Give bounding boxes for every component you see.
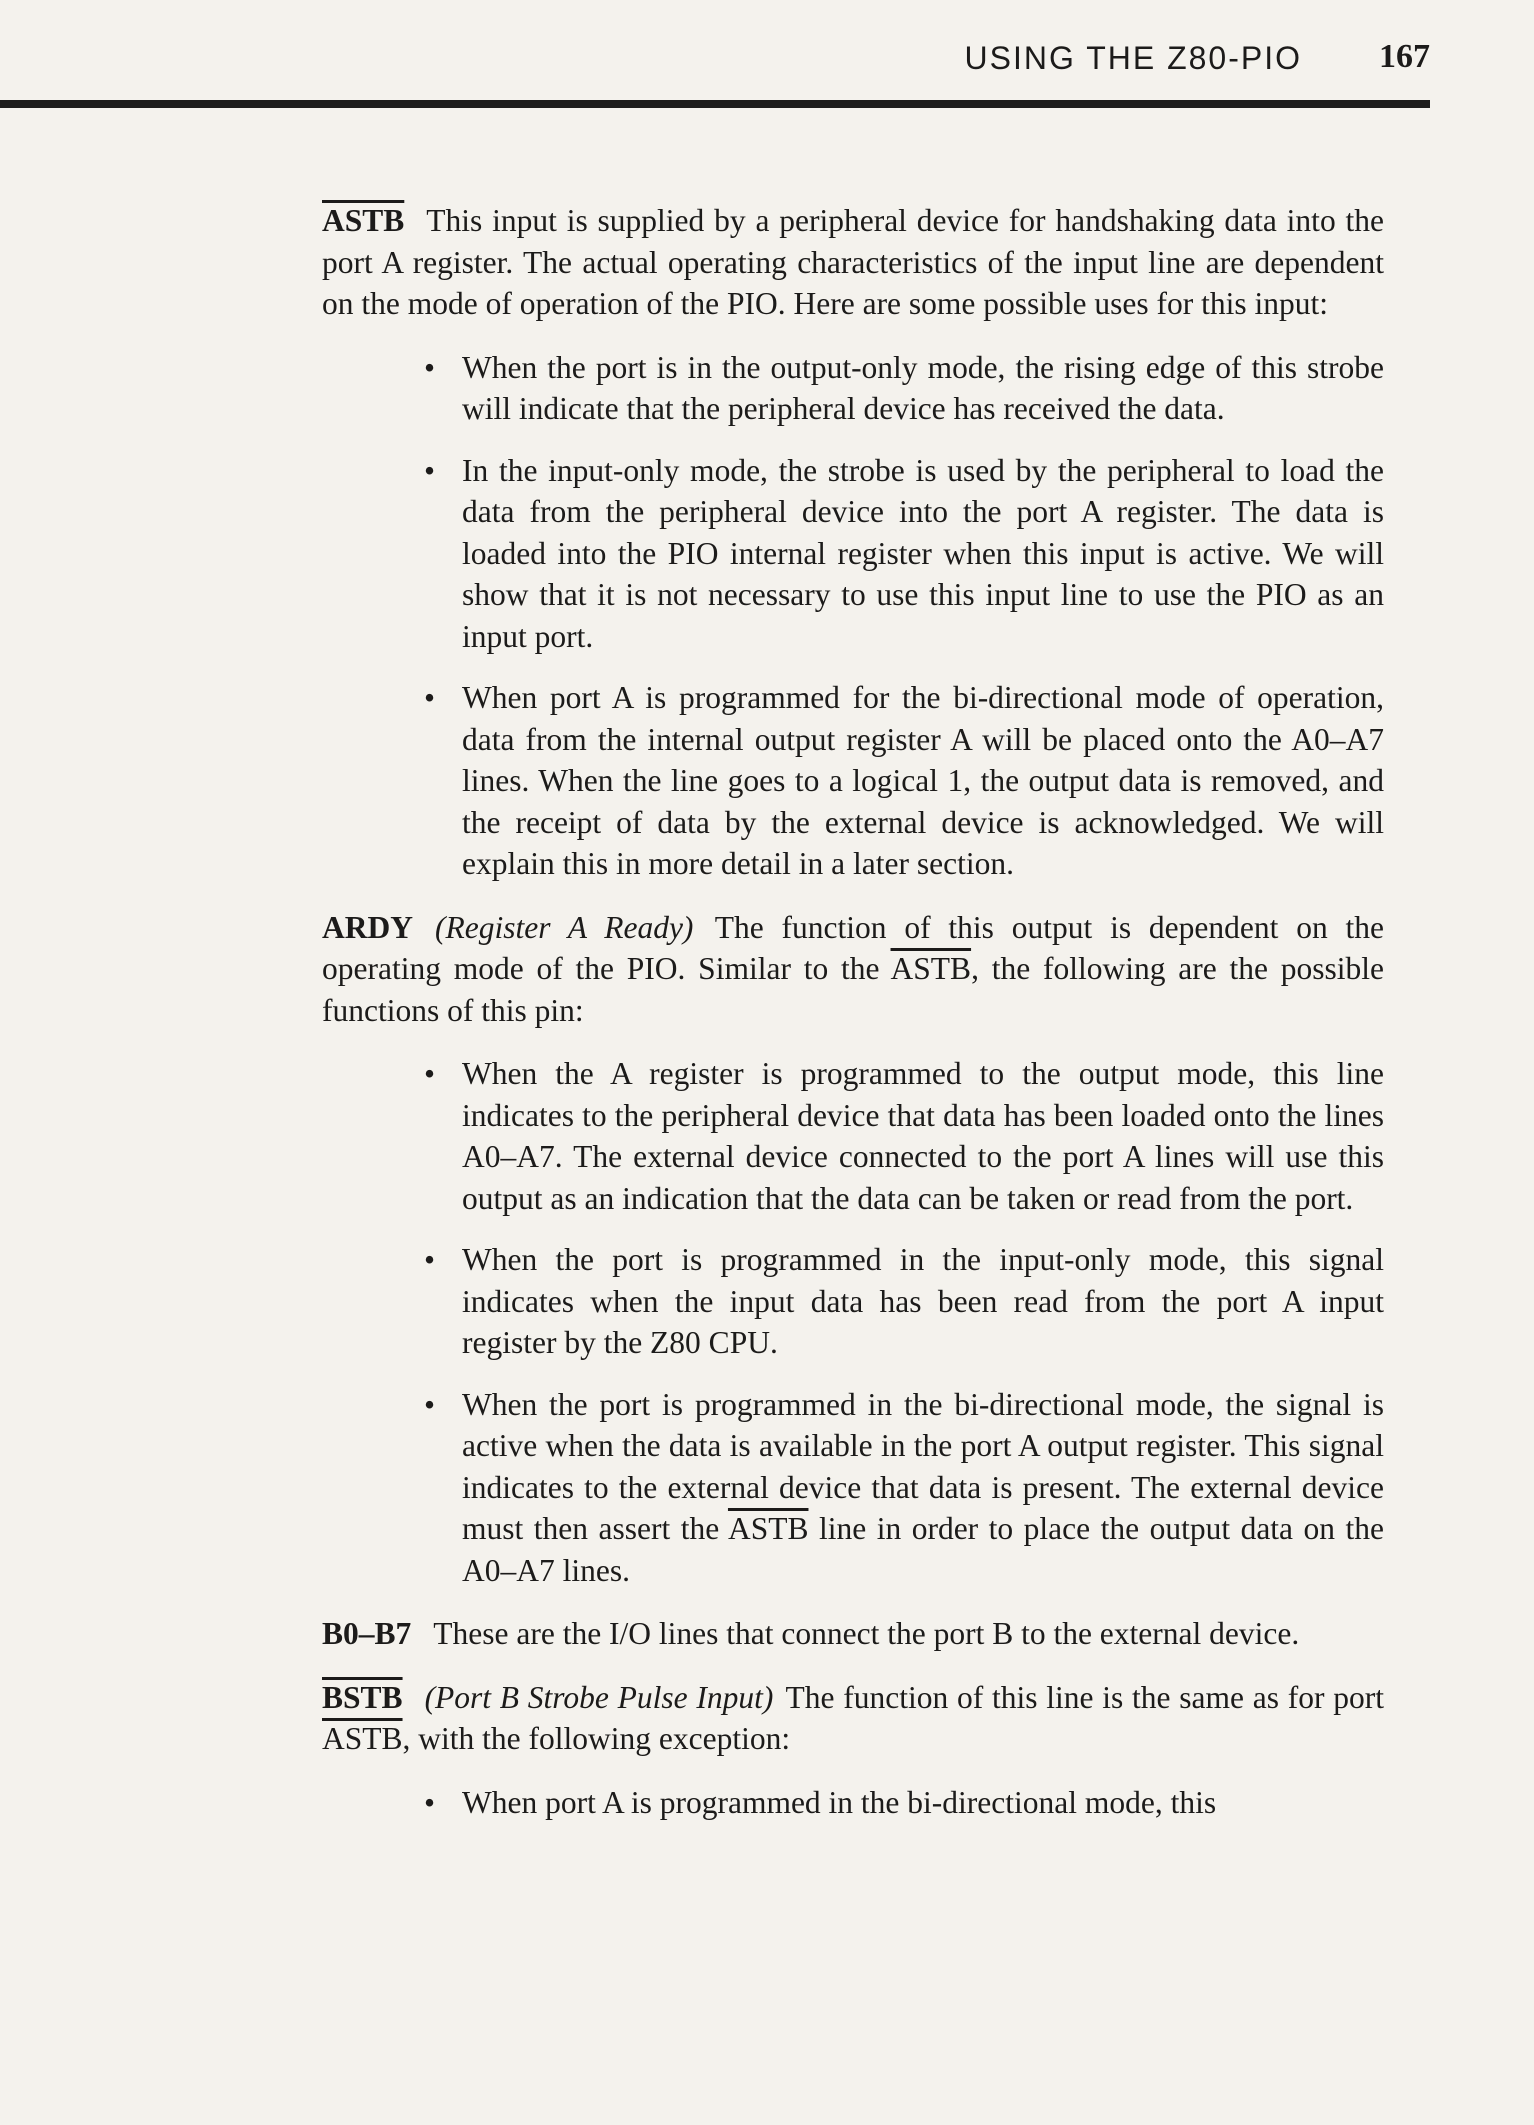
bullet-icon: • (424, 1784, 436, 1820)
list-item-text: When the port is programmed in the input-only mode, this signal indicates when the input data has been read from the port A input register by the Z80 CPU. (462, 1242, 1384, 1360)
list-item-text-after: line in order to place the output data on the A0–A7 lines. (462, 1511, 1385, 1588)
page-number: 167 (1379, 38, 1430, 75)
list-item (424, 677, 1384, 885)
list-item-text: When the port is programmed in the bi-directional mode, the signal is active when the data is available in the port A output register. This signal indicates to the external device that data is present. The external device must then assert the (462, 1386, 1384, 1546)
list-item (424, 1053, 1384, 1219)
astb-reference: ASTB (322, 1721, 403, 1756)
list-item (424, 1239, 1384, 1364)
list-item (424, 1782, 1384, 1824)
bullet-icon: • (424, 349, 436, 385)
list-item-text: When port A is programmed for the bi-directional mode of operation, data from the internal output register A will be placed onto the A0–A7 lines. When the line goes to a logical 1, the output data is removed, and the receipt of data by the external device is acknowledged. We will explain this in more detail in a later section. (462, 680, 1384, 881)
running-head: USING THE Z80-PIO (964, 40, 1302, 76)
astb-term: ASTB (322, 203, 405, 238)
bullet-icon: • (424, 680, 436, 715)
astb-reference: ASTB (890, 951, 972, 986)
bullet-icon: • (424, 1386, 436, 1422)
astb-text: This input is supplied by a peripheral device for handshaking data into the port A register. The actual operating characteristics of the input line are dependent on the mode of operation of the PIO. Here are some possible uses for this input: (322, 203, 1384, 321)
bullet-icon: • (424, 1242, 436, 1277)
list-item (424, 1384, 1385, 1592)
b0b7-text: These are the I/O lines that connect the port B to the external device. (433, 1616, 1300, 1651)
astb-paragraph (322, 200, 1384, 325)
list-item-text: In the input-only mode, the strobe is used by the peripheral to load the data from the peripheral device into the port A register. The data is loaded into the PIO internal register when this input is active. We will show that it is not necessary to use this input line to use the PIO as an input port. (462, 452, 1384, 654)
page-body (322, 200, 1384, 1845)
ardy-bullet-list (322, 1053, 1384, 1591)
astb-bullet-list (322, 347, 1384, 885)
ardy-text-after: , the following are the possible functions of this pin: (322, 951, 1384, 1028)
list-item (424, 347, 1384, 430)
list-item-text: When port A is programmed in the bi-directional mode, this (462, 1784, 1217, 1820)
bstb-subtitle: (Port B Strobe Pulse Input) (424, 1679, 774, 1715)
ardy-term: ARDY (322, 909, 413, 945)
bullet-icon: • (424, 452, 436, 488)
header-rule (0, 100, 1430, 108)
ardy-paragraph (322, 907, 1384, 1032)
bstb-bullet-list (322, 1782, 1384, 1824)
page-header (0, 38, 1430, 82)
b0b7-paragraph (322, 1613, 1384, 1655)
bstb-paragraph (322, 1677, 1384, 1760)
bstb-text-after: , with the following exception: (402, 1721, 791, 1756)
ardy-subtitle: (Register A Ready) (435, 909, 694, 945)
list-item (424, 450, 1384, 658)
bstb-text: The function of this line is the same as for port (785, 1679, 1384, 1715)
astb-reference: ASTB (727, 1511, 809, 1546)
list-item-text: When the A register is programmed to the output mode, this line indicates to the peripheral device that data has been loaded onto the lines A0–A7. The external device connected to the port A lines will use this output as an indication that the data can be taken or read from the port. (462, 1056, 1384, 1216)
b0b7-term: B0–B7 (322, 1616, 412, 1651)
bullet-icon: • (424, 1056, 436, 1091)
bstb-term: BSTB (322, 1679, 403, 1715)
ardy-text: The function of this output is dependent on the operating mode of the PIO. Similar to the (322, 909, 1385, 986)
list-item-text: When the port is in the output-only mode, the rising edge of this strobe will indicate that the peripheral device has received the data. (462, 349, 1384, 426)
